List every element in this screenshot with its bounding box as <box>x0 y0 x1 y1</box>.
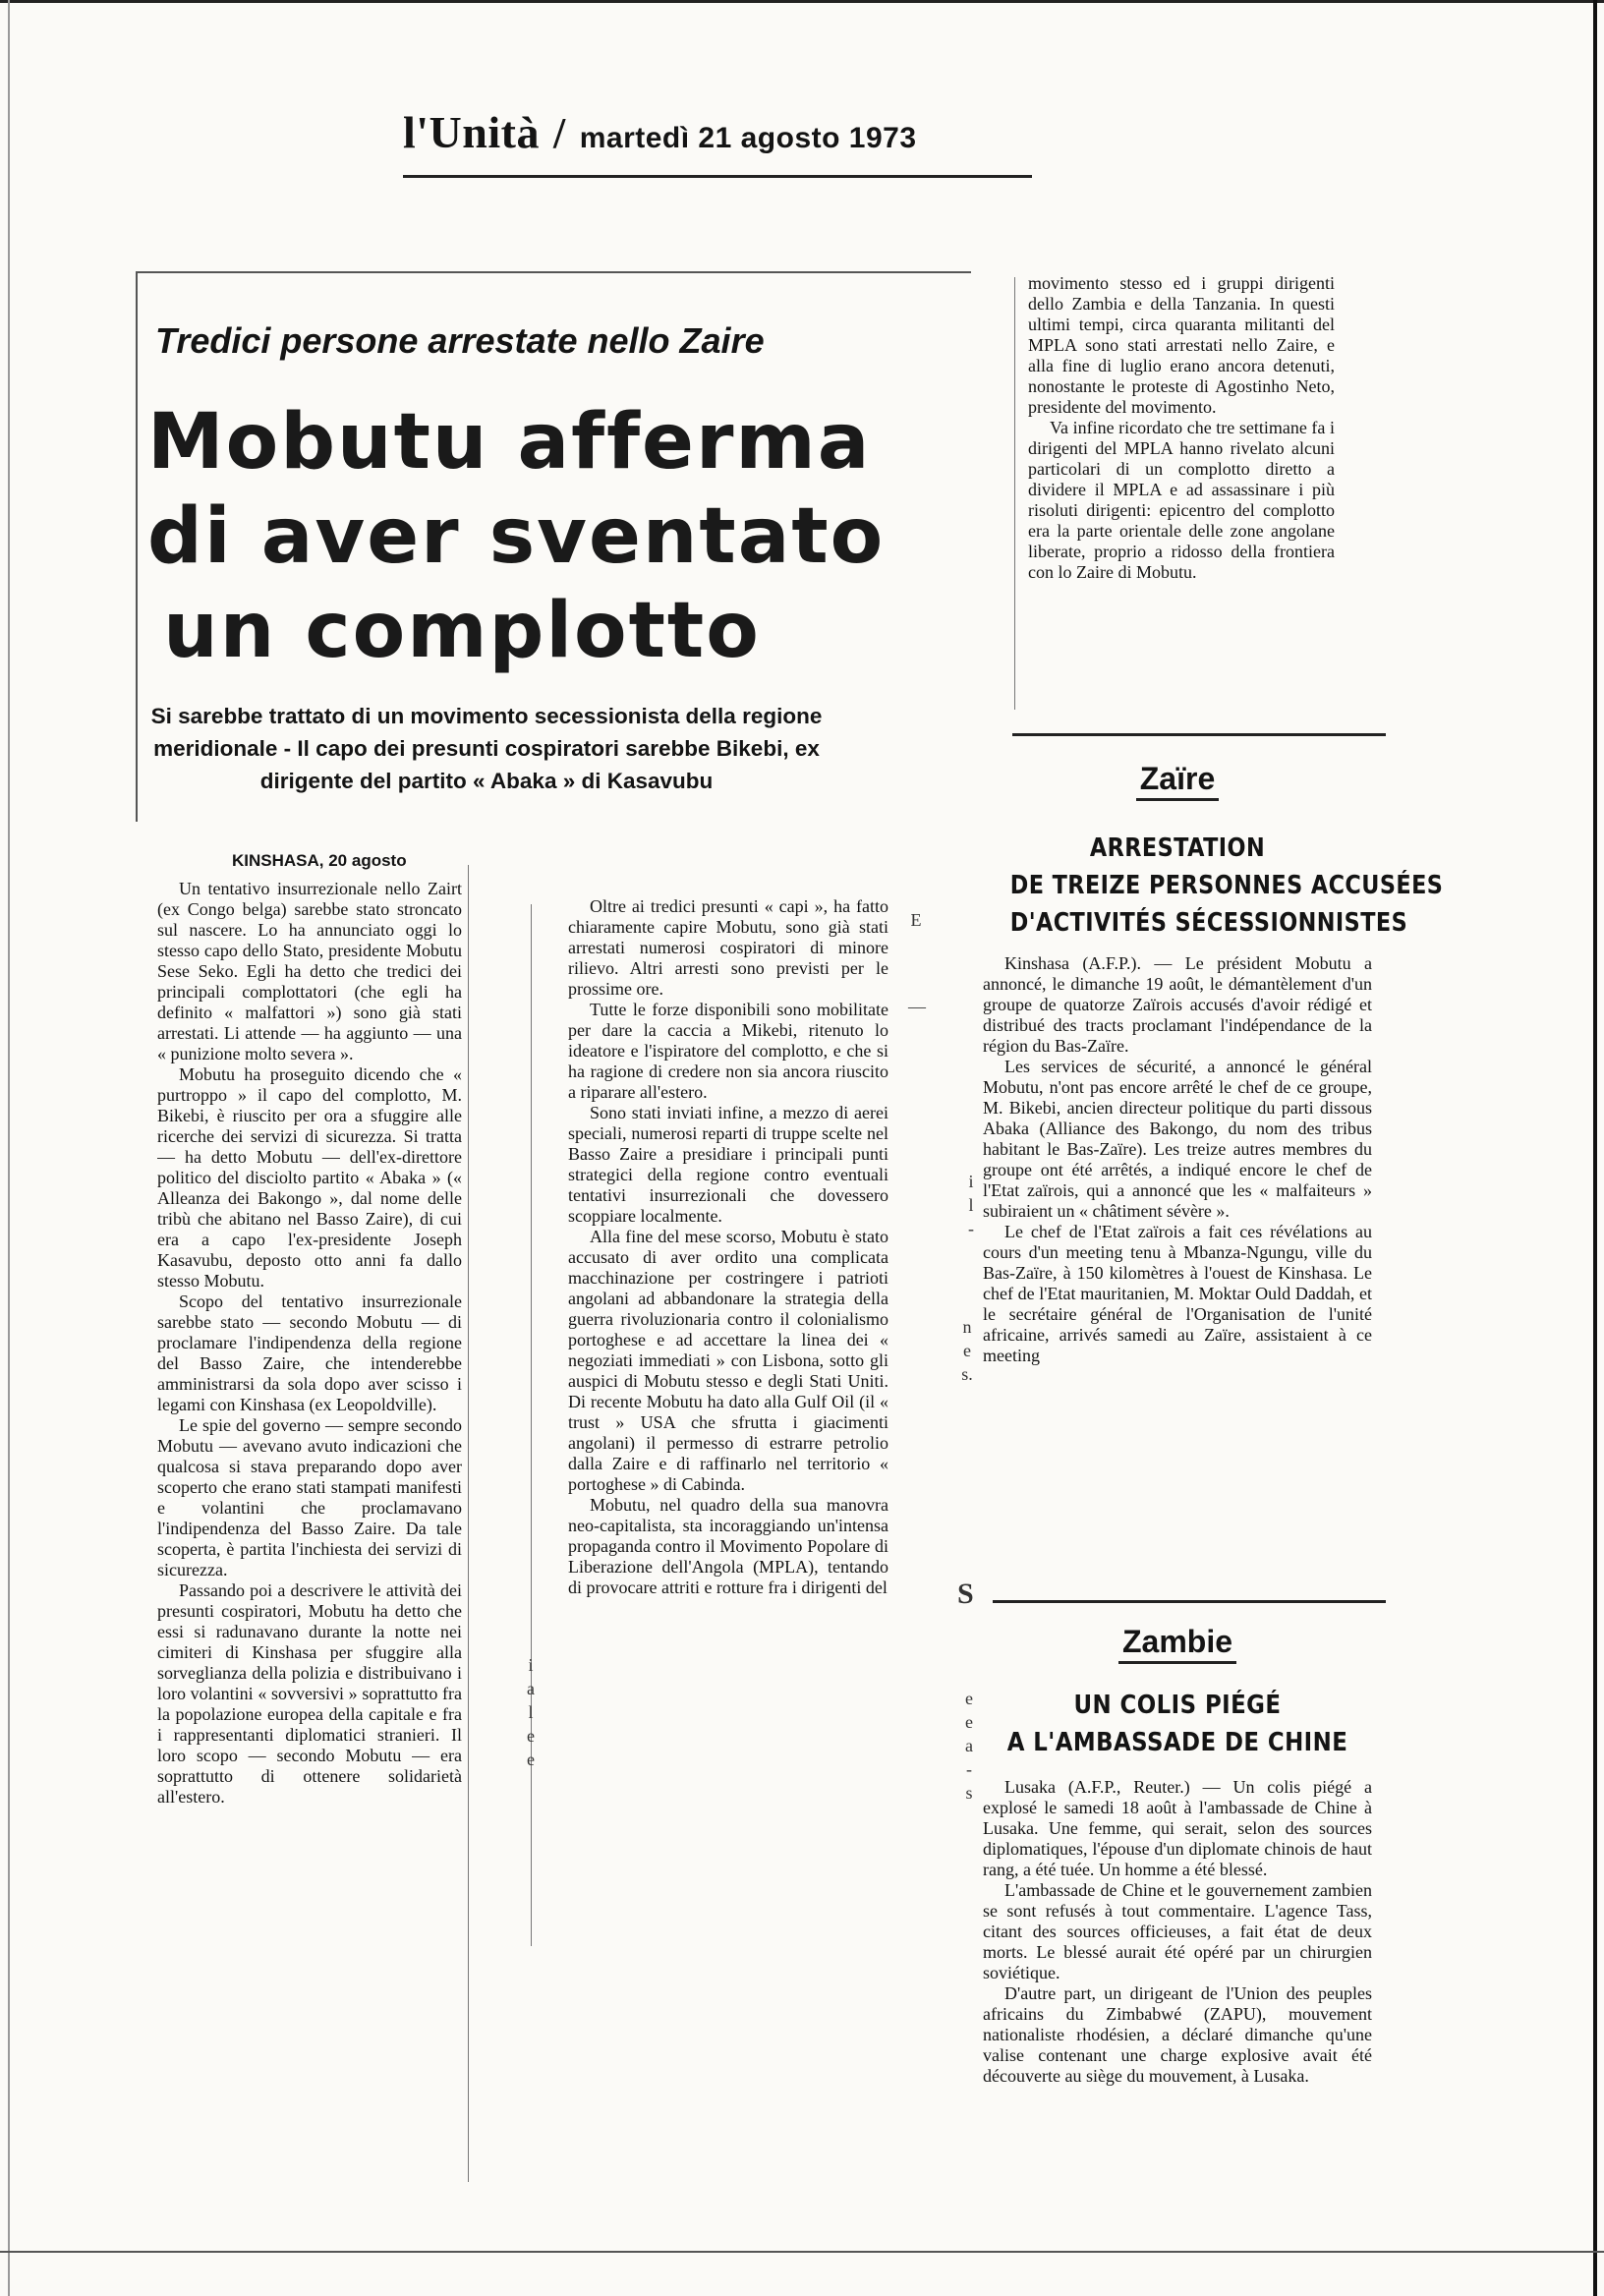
paragraph: Oltre ai tredici presunti « capi », ha fatto chiaramente capire Mobutu, sono già stati arrestati numerosi cospiratori di minore rilievo. Altri arresti sono previsti per le prossime ore. <box>568 896 888 999</box>
paragraph: movimento stesso ed i gruppi dirigenti dello Zambia e della Tanzania. In questi ultimi tempi, circa quaranta militanti del MPLA sono stati arrestati nello Zaire, e alla fine di luglio erano ancora detenuti, nonostante le proteste di Agostinho Neto, presidente del movimento. <box>1028 273 1335 417</box>
zaire-article-body <box>983 953 1372 1575</box>
section-rule <box>1012 733 1386 736</box>
clipped-fragment: — <box>908 997 926 1016</box>
paragraph: Mobutu, nel quadro della sua manovra neo-capitalista, sta incoraggiando un'intensa propaganda contro il Movimento Popolare di Liberazione dell'Angola (MPLA), tentando di provocare attriti e rotture fra i dirigenti del <box>568 1495 888 1597</box>
article-headline <box>147 395 886 678</box>
paragraph: Les services de sécurité, a annoncé le général Mobutu, n'ont pas encore arrêté le chef de ce groupe, M. Bikebi, ancien directeur politique du parti dissous Abaka (Alliance des Bakongo, du nom des tribus habitant le Bas-Zaïre). Les treize autres membres du groupe ont été arrêtés, a indiqué encore le chef de l'Etat zaïrois, qui a annoncé que les « malfaiteurs » subiraient un « châtiment sévère ». <box>983 1057 1372 1221</box>
article-kicker: Tredici persone arrestate nello Zaire <box>155 320 765 361</box>
column-rule <box>468 865 469 2182</box>
paragraph: Le chef de l'Etat zaïrois a fait ces révélations au cours d'un meeting tenu à Mbanza-Ngungu, ville du Bas-Zaïre, à 150 kilomètres à l'ouest de Kinshasa. Le chef de l'Etat mauritanien, M. Moktar Ould Daddah, et le secrétaire général de l'Organisation de l'unité africaine, arrivés samedi au Zaïre, assistaient à ce meeting <box>983 1222 1372 1365</box>
paragraph: Le spie del governo — sempre secondo Mobutu — avevano avuto indicazioni che qualcosa si stava preparando dopo aver scoperto che erano stati stampati manifesti e volantini che proclamavano l'indipendenza del Basso Zaire. Da tale scoperta, è partita l'inchiesta dei servizi di sicurezza. <box>157 1415 462 1579</box>
article-dateline: KINSHASA, 20 agosto <box>232 851 407 870</box>
zaire-headline <box>1009 830 1444 942</box>
paragraph: Mobutu ha proseguito dicendo che « purtroppo » il capo del complotto, M. Bikebi, è riuscito per ora a sfuggire alle ricerche dei servizi di sicurezza. Si tratta — ha detto Mobutu — dell'ex-direttore politico del disciolto partito « Abaka » (« Alleanza dei Bakongo », dal nome delle tribù che abitano nel Basso Zaire), di cui era a capo l'ex-presidente Joseph Kasavubu, deposto otto anni fa dallo stesso Mobutu. <box>157 1064 462 1291</box>
clipped-fragment: i a l e e <box>527 1655 535 1769</box>
paragraph: Passando poi a descrivere le attività dei presunti cospiratori, Mobutu ha detto che essi si radunavano durante la notte nei cimiteri di Kinshasa per sfuggire alla sorveglianza della polizia e distribuivano i loro volantini « sovversivi » soprattutto fra la popolazione europea della capitale e fra i rappresentanti diplomatici stranieri. Il loro scopo — secondo Mobutu — era soprattutto di ottenere solidarietà all'estero. <box>157 1580 462 1807</box>
article-summary: Si sarebbe trattato di un movimento secessionista della regione meridionale - Il capo dei presunti cospiratori sarebbe Bikebi, ex dirigente del partito « Abaka » di Kasavubu <box>150 704 823 793</box>
masthead <box>403 106 1032 158</box>
headline-line-2: DE TREIZE PERSONNES ACCUSÉES <box>1009 871 1444 900</box>
headline-line-3: un complotto <box>163 587 761 675</box>
clipped-fragment: e e a - s <box>965 1689 973 1803</box>
article-box-left <box>136 271 138 822</box>
paragraph: Va infine ricordato che tre settimane fa i dirigenti del MPLA hanno rivelato alcuni particolari di un complotto diretto a dividere il MPLA e ad assassinare i più risoluti dirigenti: epicentro del complotto era la parte orientale delle zone angolane liberate, proprio a ridosso della frontiera con lo Zaire di Mobutu. <box>1028 418 1335 582</box>
column-rule <box>531 904 532 1946</box>
paragraph: Sono stati inviati infine, a mezzo di aerei speciali, numerosi reparti di truppe scelte nel Basso Zaire a presidiare i principali punti strategici della regione contro eventuali tentativi insurrezionali che dovessero scoppiare localmente. <box>568 1103 888 1226</box>
zambie-article-body <box>983 1777 1372 2268</box>
newspaper-name: l'Unità <box>403 107 540 157</box>
article-column-1 <box>157 879 462 2176</box>
clipped-fragment: n e s. <box>961 1317 973 1384</box>
zambie-headline <box>1006 1687 1348 1761</box>
section-title-zaire: Zaïre <box>983 761 1372 797</box>
article-column-2 <box>568 896 888 1938</box>
headline-line-2: A L'AMBASSADE DE CHINE <box>1006 1728 1348 1757</box>
paragraph: Un tentativo insurrezionale nello Zairt (ex Congo belga) sarebbe stato stroncato sul nascere. Lo ha annunciato oggi lo stesso capo dello Stato, presidente Mobutu Sese Seko. Egli ha detto che tredici dei principali complottatori (che egli ha definito « malfattori ») sono già stati arrestati. Li attende — ha aggiunto — una « punizione molto severa ». <box>157 879 462 1063</box>
masthead-rule <box>403 175 1032 178</box>
section-title-zambie: Zambie <box>983 1624 1372 1660</box>
clipped-fragment: i l - <box>968 1172 974 1238</box>
headline-line-1: ARRESTATION <box>1089 833 1266 863</box>
paragraph: L'ambassade de Chine et le gouvernement zambien se sont refusés à tout commentaire. L'agence Tass, citant des sources officieuses, a fait état de deux morts. Le blessé aurait été opéré par un chirurgien soviétique. <box>983 1880 1372 1982</box>
masthead-separator: / <box>552 109 566 157</box>
paragraph: Tutte le forze disponibili sono mobilitate per dare la caccia a Mikebi, ritenuto lo ideatore e l'ispiratore del complotto, e che si ha ragione di credere non sia ancora riuscito a riparare all'estero. <box>568 1000 888 1102</box>
headline-line-2: di aver sventato <box>147 492 886 581</box>
page-border-right <box>1593 0 1597 2296</box>
clipped-fragment: E <box>910 910 922 930</box>
page-border-left <box>8 0 10 2296</box>
article-box-top <box>136 271 971 273</box>
paragraph: Alla fine del mese scorso, Mobutu è stato accusato di aver ordito una complicata macchinazione per costringere i patrioti angolani ad abbandonare la strategia della guerra rivoluzionaria contro il colonialismo portoghese e ad accettare la linea dei « negoziati immediati » con Lisbona, sotto gli auspici di Mobutu stesso e degli Stati Uniti. Di recente Mobutu ha dato alla Gulf Oil (il « trust » USA che sfrutta i giacimenti angolani) il permesso di estrarre petrolio dalla Zaire e di raffinarlo nel territorio « portoghese » di Cabinda. <box>568 1227 888 1494</box>
headline-line-3: D'ACTIVITÉS SÉCESSIONNISTES <box>1009 908 1408 938</box>
paragraph: D'autre part, un dirigeant de l'Union des peuples africains du Zimbabwé (ZAPU), mouvement nationaliste rhodésien, a déclaré dimanche qu'une valise contenant une charge explosive avait été découverte au siège du mouvement, à Lusaka. <box>983 1983 1372 2086</box>
paragraph: Lusaka (A.F.P., Reuter.) — Un colis piégé a explosé le samedi 18 août à l'ambassade de Chine à Lusaka. Une femme, qui serait, selon des sources diplomatiques, l'épouse d'un diplomate chinois de haut rang, a été tuée. Un homme a été blessé. <box>983 1777 1372 1879</box>
page-border-top <box>0 0 1604 3</box>
issue-date: martedì 21 agosto 1973 <box>579 122 917 154</box>
headline-line-1: Mobutu afferma <box>147 398 872 487</box>
clipped-fragment: S <box>957 1578 974 1610</box>
paragraph: Scopo del tentativo insurrezionale sarebbe stato — secondo Mobutu — di proclamare l'indipendenza della regione del Basso Zaire, che intenderebbe amministrarsi da sola dopo aver scisso i legami con Kinshasa (ex Leopoldville). <box>157 1292 462 1414</box>
column-rule <box>1014 277 1015 710</box>
article-column-3 <box>1028 273 1335 702</box>
paragraph: Kinshasa (A.F.P.). — Le président Mobutu a annoncé, le dimanche 19 août, le démantèlement d'un groupe de quatorze Zaïrois accusés d'avoir rédigé et distribué des tracts proclamant l'indépendance de la région du Bas-Zaïre. <box>983 953 1372 1056</box>
section-rule <box>993 1600 1386 1603</box>
headline-line-1: UN COLIS PIÉGÉ <box>1073 1691 1282 1720</box>
